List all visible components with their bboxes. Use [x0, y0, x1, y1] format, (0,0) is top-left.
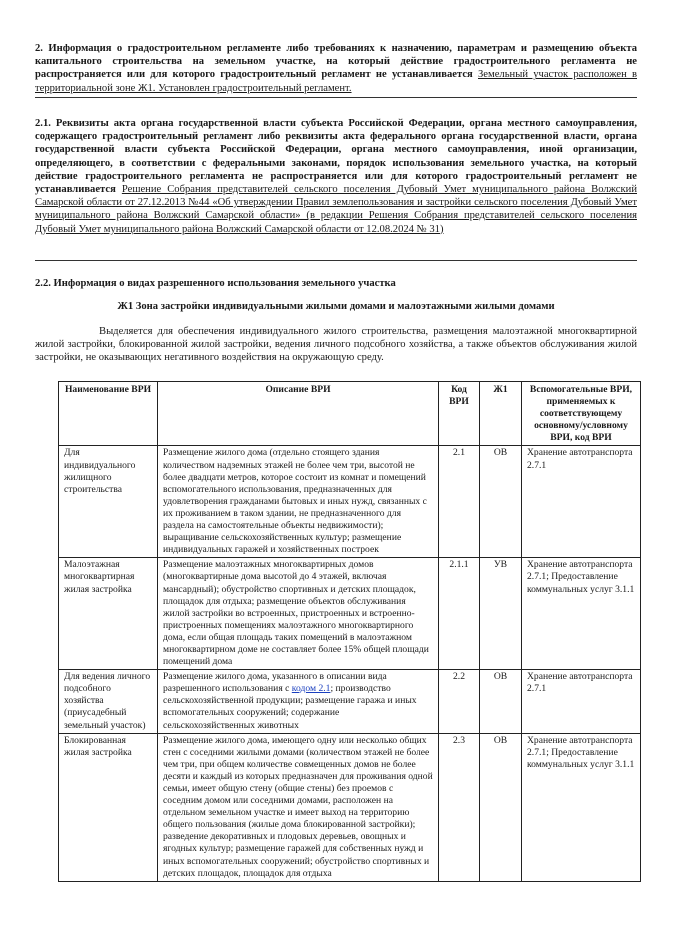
row-zone: УВ: [480, 558, 522, 670]
row-code: 2.1: [439, 446, 480, 558]
row-zone: ОВ: [480, 446, 522, 558]
row-name: Малоэтажная многоквартирная жилая застройка: [59, 558, 158, 670]
row-description: Размещение малоэтажных многоквартирных домов (многоквартирные дома высотой до 4 этажей, включая мансардный); обустройство спортивных и детских площадок, площадок для отдыха; размещение объектов обслуживания жилой застройки во встроенных, пристроенных и встроенно-пристроенных помещениях малоэтажного многоквартирного дома, если общая площадь таких помещений в малоэтажном многоквартирном доме не составляет более 15% общей площади помещений дома: [158, 558, 439, 670]
section-2-value: Земельный участок расположен в территориальной зоне Ж1. Установлен градостроительный регламент.: [35, 69, 637, 94]
zone-intro: Выделяется для обеспечения индивидуального жилого строительства, размещения малоэтажной многоквартирной жилой застройки, блокированной жилой застройки, ведения личного подсобного хозяйства, а также объектов обслуживания жилой застройки, не оказывающих негативного воздействия на окружающую среду.: [35, 326, 637, 364]
header-name: Наименование ВРИ: [59, 382, 158, 446]
row-code: 2.3: [439, 733, 480, 881]
row-description: Размещение жилого дома (отдельно стоящего здания количеством надземных этажей не более чем три, высотой не более двадцати метров, которое состоит из комнат и помещений вспомогательного использования, предназначенных для удовлетворения гражданами бытовых и иных нужд, связанных с их проживанием в таком здании, не предназначенного для раздела на самостоятельные объекты недвижимости); выращивание сельскохозяйственных культур; размещение индивидуальных гаражей и хозяйственных построек: [158, 446, 439, 558]
section-2-1-underline: [35, 260, 637, 261]
description-text: ; производство сельскохозяйственной продукции; размещение гаража и иных вспомогательных сооружений; содержание сельскохозяйственных животных: [163, 683, 417, 731]
table-row: [59, 446, 641, 558]
row-code: 2.1.1: [439, 558, 480, 670]
section-2-1-value: Решение Собрания представителей сельского поселения Дубовый Умет муниципального района Волжский Самарской области от 27.12.2013 №44 «Об утверждении Правил землепользования и застройки сельского поселения Дубовый Умет муниципального района Волжский Самарской области» (в редакции Решения Собрания представителей сельского поселения Дубовый Умет муниципального района Волжский Самарской области от 12.08.2024 № 31): [35, 184, 637, 235]
code-2-1-link[interactable]: кодом 2.1: [291, 683, 331, 695]
section-2-1: [35, 117, 637, 236]
row-description: Размещение жилого дома, имеющего одну или несколько общих стен с соседними жилыми домами (количеством этажей не более чем три, при общем количестве совмещенных домов не более десяти и каждый из которых предназначен для проживания одной семьи, имеет общую стену (общие стены) без проемов с соседним домом или соседними домами, расположен на отдельном земельном участке и имеет выход на территорию общего пользования (жилые дома блокированной застройки); разведение декоративных и плодовых деревьев, овощных и ягодных культур; размещение гаражей для собственных нужд и иных вспомогательных сооружений; обустройство спортивных и детских площадок, площадок для отдыха: [158, 733, 439, 881]
zone-title: Ж1 Зона застройки индивидуальными жилыми домами и малоэтажными жилыми домами: [117, 301, 555, 312]
row-zone: ОВ: [480, 733, 522, 881]
section-2: [35, 42, 637, 95]
section-2-underline: [35, 97, 637, 98]
table-header-row: [59, 382, 641, 446]
description-text: Размещение жилого дома, указанного в описании вида разрешенного использования с: [163, 671, 387, 695]
row-description: [158, 670, 439, 733]
row-code: 2.2: [439, 670, 480, 733]
row-auxiliary: Хранение автотранспорта 2.7.1: [522, 670, 641, 733]
row-zone: ОВ: [480, 670, 522, 733]
table-row: [59, 670, 641, 733]
section-2-heading: 2. Информация о градостроительном регламенте либо требованиях к назначению, параметрам и размещению объекта капитального строительства на земельном участке, на который действие градостроительного регламента не распространяется или для которого градостроительный регламент не устанавливается: [35, 43, 637, 81]
row-auxiliary: Хранение автотранспорта 2.7.1; Предоставление коммунальных услуг 3.1.1: [522, 733, 641, 881]
header-code: Код ВРИ: [439, 382, 480, 446]
row-name: Для ведения личного подсобного хозяйства (приусадебный земельный участок): [59, 670, 158, 733]
table-row: [59, 558, 641, 670]
header-description: Описание ВРИ: [158, 382, 439, 446]
row-name: Для индивидуального жилищного строительства: [59, 446, 158, 558]
section-2-1-heading: 2.1. Реквизиты акта органа государственной власти субъекта Российской Федерации, органа местного самоуправления, содержащего градостроительный регламент либо реквизиты акта федерального органа государственной власти, органа государственной власти субъекта Российской Федерации, органа местного самоуправления, иной организации, определяющего, в соответствии с федеральными законами, порядок использования земельного участка, на который действие градостроительного регламента не распространяется или для которого градостроительный регламент не устанавливается: [35, 118, 637, 196]
row-auxiliary: Хранение автотранспорта 2.7.1; Предоставление коммунальных услуг 3.1.1: [522, 558, 641, 670]
row-name: Блокированная жилая застройка: [59, 733, 158, 881]
permitted-use-table: [58, 381, 641, 882]
table-row: [59, 733, 641, 881]
header-zone: Ж1: [480, 382, 522, 446]
section-2-2-heading: 2.2. Информация о видах разрешенного использования земельного участка: [35, 278, 396, 289]
header-auxiliary: Вспомогательные ВРИ, применяемых к соответствующему основному/условному ВРИ, код ВРИ: [522, 382, 641, 446]
row-auxiliary: Хранение автотранспорта 2.7.1: [522, 446, 641, 558]
